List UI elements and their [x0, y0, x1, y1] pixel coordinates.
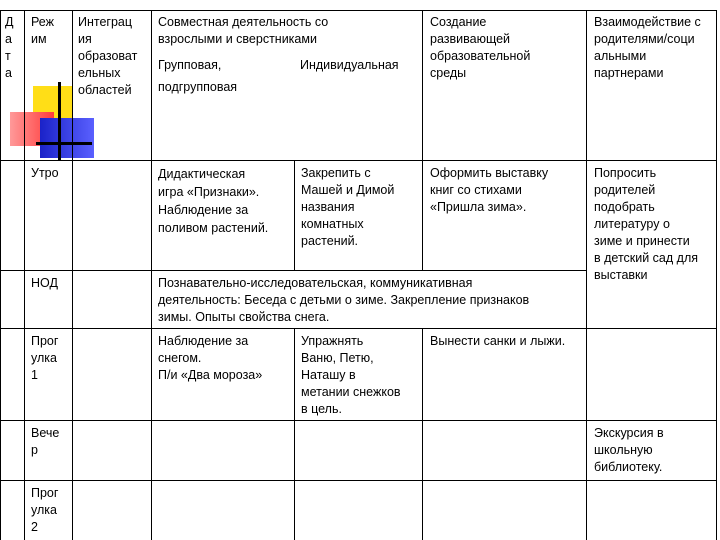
- col-divider-2: [72, 10, 73, 540]
- col-divider-3: [151, 10, 152, 540]
- header-parents: Взаимодействие с родителями/соци альными партнерами: [594, 15, 701, 80]
- header-joint-individual: Индивидуальная: [300, 58, 399, 72]
- row-divider-morning-a: [0, 270, 587, 271]
- row-divider-nod-a: [0, 328, 717, 329]
- row-divider-evening: [0, 480, 717, 481]
- header-regime: Реж им: [31, 15, 54, 46]
- row-label-walk2: Прог улка 2: [31, 486, 59, 534]
- header-joint-activity: Совместная деятельность со взрослыми и сверстниками: [158, 15, 329, 46]
- row-divider-walk1: [0, 420, 717, 421]
- header-integration: Интеграц ия образоват ельных областей: [78, 15, 138, 97]
- morning-parents: Попросить родителей подобрать литературу о зиме и принести в детский сад для выставки: [594, 166, 699, 282]
- row-label-walk1: Прог улка 1: [31, 334, 59, 382]
- row-label-evening: Вече р: [31, 426, 60, 457]
- row-label-morning: Утро: [31, 166, 59, 180]
- header-date: Д а т а: [5, 15, 14, 80]
- col-divider-5a: [422, 10, 423, 270]
- walk1-individual-activity: Упражнять Ваню, Петю, Наташу в метании снежков в цель.: [301, 334, 401, 416]
- col-divider-4a: [294, 160, 295, 270]
- morning-individual-activity: Закрепить с Машей и Димой названия комнатных растений.: [301, 166, 395, 248]
- table-border-left: [0, 10, 1, 540]
- row-divider-header: [0, 160, 717, 161]
- walk1-environment: Вынести санки и лыжи.: [430, 334, 566, 348]
- nod-activity: Познавательно-исследовательская, коммуникативная деятельность: Беседа с детьми о зиме. Закрепление признаков зимы. Опыты свойства снега.: [158, 276, 530, 324]
- morning-environment: Оформить выставку книг со стихами «Пришла зима».: [430, 166, 549, 214]
- evening-parents: Экскурсия в школьную библиотеку.: [594, 426, 664, 474]
- table-border-top: [0, 10, 717, 11]
- table-border-right: [716, 10, 717, 540]
- morning-group-activity: Дидактическая игра «Признаки». Наблюдение за поливом растений.: [158, 167, 269, 235]
- col-divider-5b: [422, 328, 423, 540]
- walk1-group-activity: Наблюдение за снегом. П/и «Два мороза»: [158, 334, 263, 382]
- row-label-nod: НОД: [31, 276, 58, 290]
- col-divider-6: [586, 10, 587, 540]
- header-joint-group: Групповая, подгрупповая: [158, 58, 238, 94]
- col-divider-1: [24, 10, 25, 540]
- col-divider-4b: [294, 328, 295, 540]
- header-environment: Создание развивающей образовательной среды: [430, 15, 531, 80]
